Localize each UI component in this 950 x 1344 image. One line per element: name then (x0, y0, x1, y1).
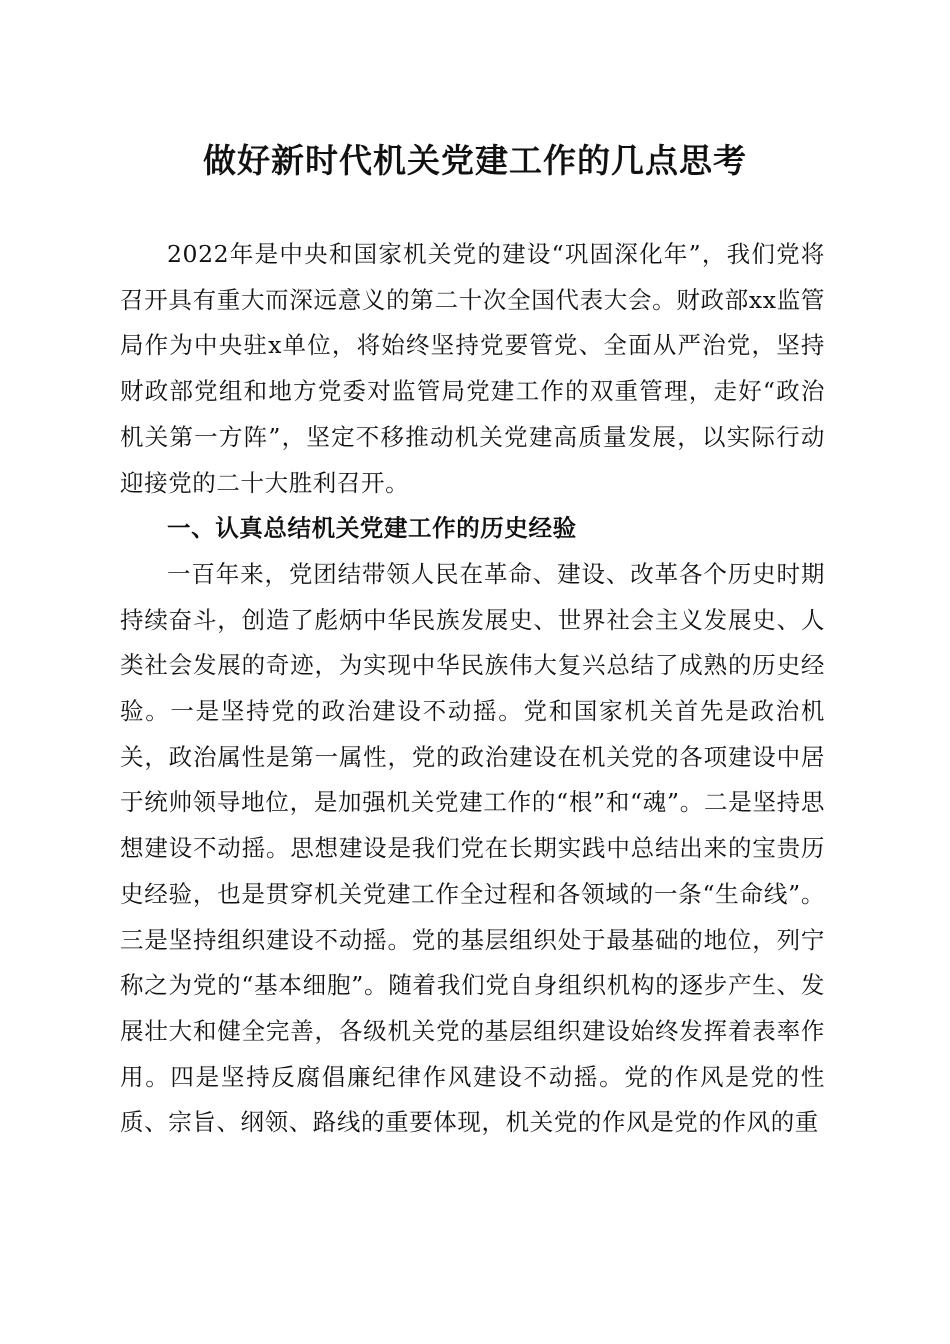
document-body (120, 232, 825, 1146)
section-paragraph: 一百年来，党团结带领人民在革命、建设、改革各个历史时期持续奋斗，创造了彪炳中华民族发展史、世界社会主义发展史、人类社会发展的奇迹，为实现中华民族伟大复兴总结了成熟的历史经验。一是坚持党的政治建设不动摇。党和国家机关首先是政治机关，政治属性是第一属性，党的政治建设在机关党的各项建设中居于统帅领导地位，是加强机关党建工作的“根”和“魂”。二是坚持思想建设不动摇。思想建设是我们党在长期实践中总结出来的宝贵历史经验，也是贯穿机关党建工作全过程和各领域的一条“生命线”。三是坚持组织建设不动摇。党的基层组织处于最基础的地位，列宁称之为党的“基本细胞”。随着我们党自身组织机构的逐步产生、发展壮大和健全完善，各级机关党的基层组织建设始终发挥着表率作用。四是坚持反腐倡廉纪律作风建设不动摇。党的作风是党的性质、宗旨、纲领、路线的重要体现，机关党的作风是党的作风的重 (120, 559, 825, 1137)
section-heading: 一、认真总结机关党建工作的历史经验 (167, 514, 577, 543)
intro-paragraph: 2022年是中央和国家机关党的建设“巩固深化年”，我们党将召开具有重大而深远意义的第二十次全国代表大会。财政部xx监管局作为中央驻x单位，将始终坚持党要管党、全面从严治党，坚持财政部党组和地方党委对监管局党建工作的双重管理，走好“政治机关第一方阵”，坚定不移推动机关党建高质量发展，以实际行动迎接党的二十大胜利召开。 (120, 240, 825, 497)
document-title: 做好新时代机关党建工作的几点思考 (203, 141, 747, 180)
